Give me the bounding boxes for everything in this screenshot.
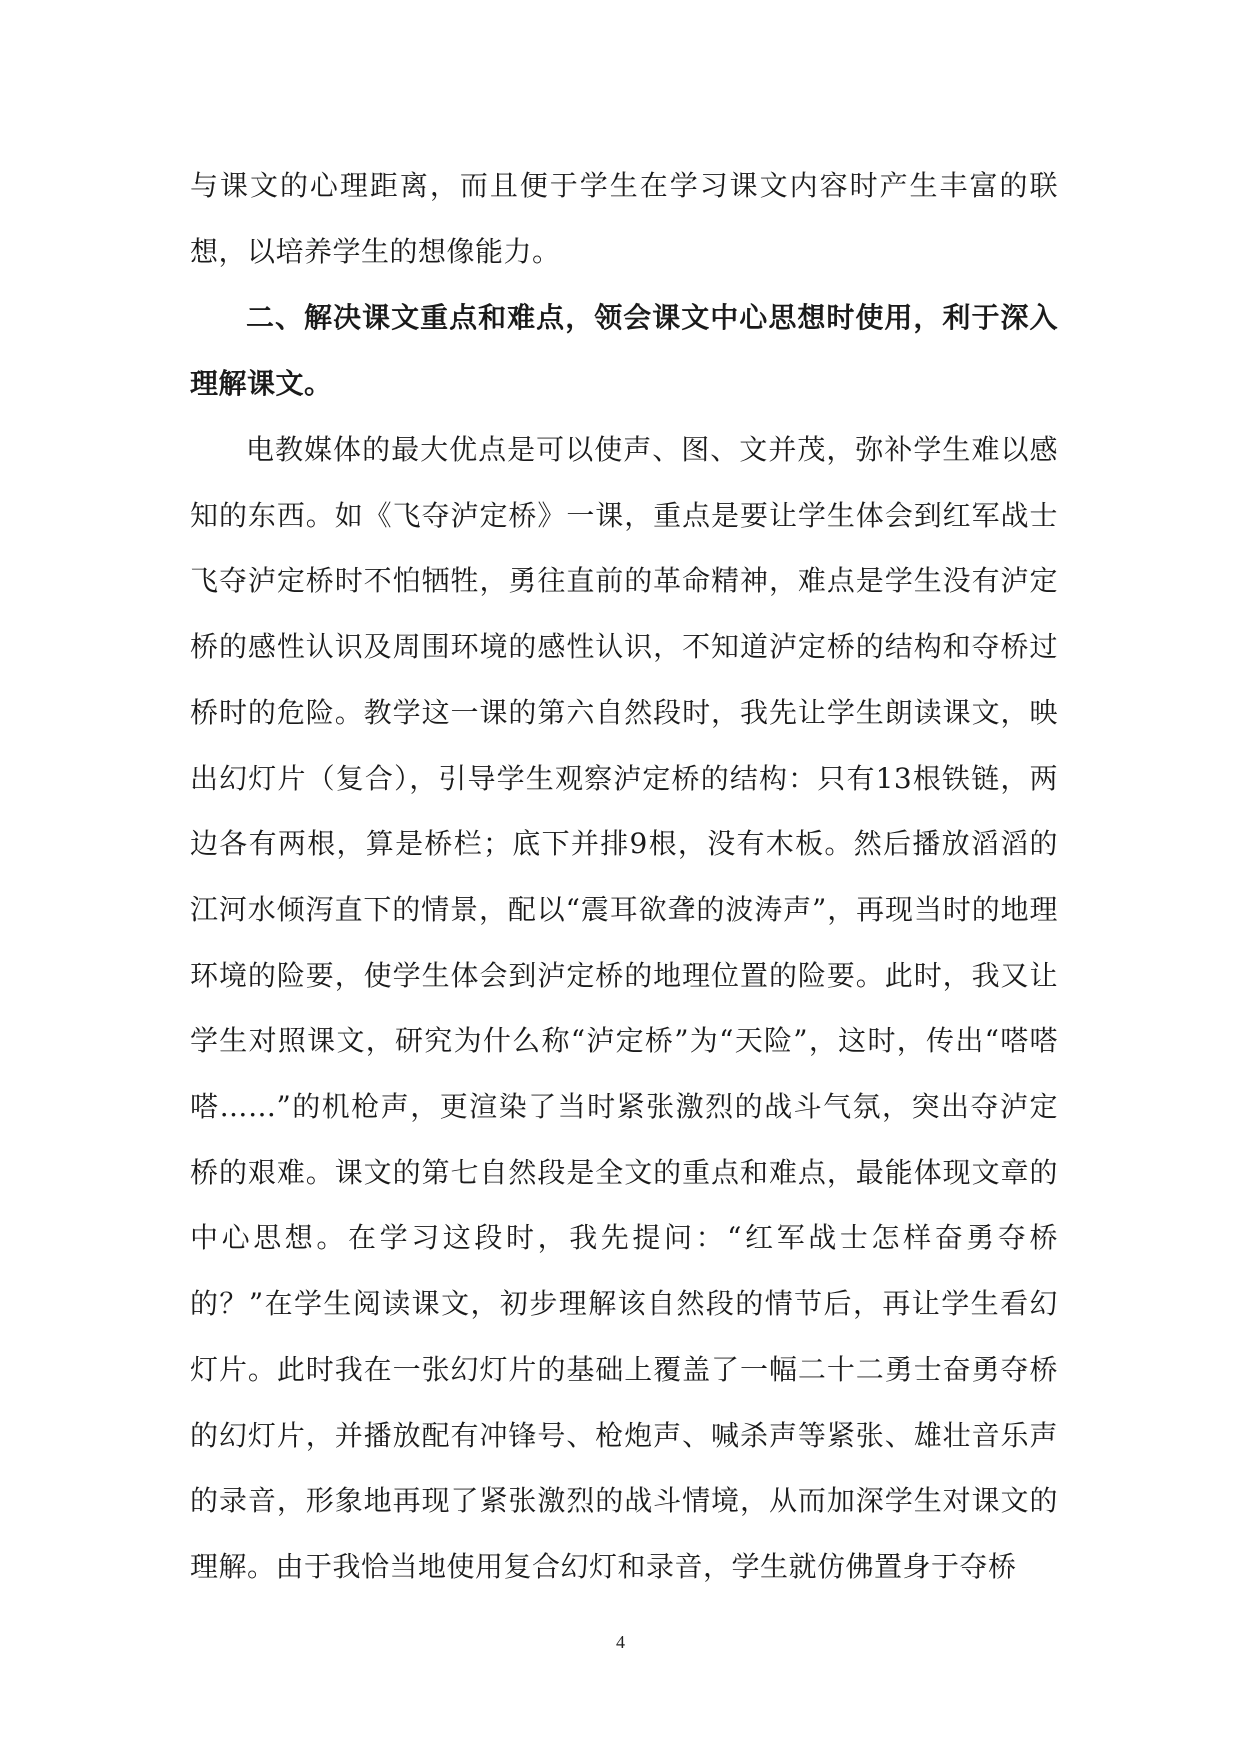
section-heading: 二、解决课文重点和难点，领会课文中心思想时使用，利于深入理解课文。 xyxy=(190,301,1058,400)
page-number: 4 xyxy=(616,1632,625,1652)
continued-paragraph: 与课文的心理距离，而且便于学生在学习课文内容时产生丰富的联想，以培养学生的想像能力。 xyxy=(190,169,1058,268)
body-paragraph: 电教媒体的最大优点是可以使声、图、文并茂，弥补学生难以感知的东西。如《飞夺泸定桥》一课，重点是要让学生体会到红军战士飞夺泸定桥时不怕牺牲，勇往直前的革命精神，难点是学生没有泸定桥的感性认识及周围环境的感性认识，不知道泸定桥的结构和夺桥过桥时的危险。教学这一课的第六自然段时，我先让学生朗读课文，映出幻灯片（复合），引导学生观察泸定桥的结构：只有13根铁链，两边各有两根，算是桥栏；底下并排9根，没有木板。然后播放滔滔的江河水倾泻直下的情景，配以“震耳欲聋的波涛声”，再现当时的地理环境的险要，使学生体会到泸定桥的地理位置的险要。此时，我又让学生对照课文，研究为什么称“泸定桥”为“天险”，这时，传出“嗒嗒嗒……”的机枪声，更渲染了当时紧张激烈的战斗气氛，突出夺泸定桥的艰难。课文的第七自然段是全文的重点和难点，最能体现文章的中心思想。在学习这段时，我先提问：“红军战士怎样奋勇夺桥的？”在学生阅读课文，初步理解该自然段的情节后，再让学生看幻灯片。此时我在一张幻灯片的基础上覆盖了一幅二十二勇士奋勇夺桥的幻灯片，并播放配有冲锋号、枪炮声、喊杀声等紧张、雄壮音乐声的录音，形象地再现了紧张激烈的战斗情境，从而加深学生对课文的理解。由于我恰当地使用复合幻灯和录音，学生就仿佛置身于夺桥 xyxy=(190,433,1058,1583)
